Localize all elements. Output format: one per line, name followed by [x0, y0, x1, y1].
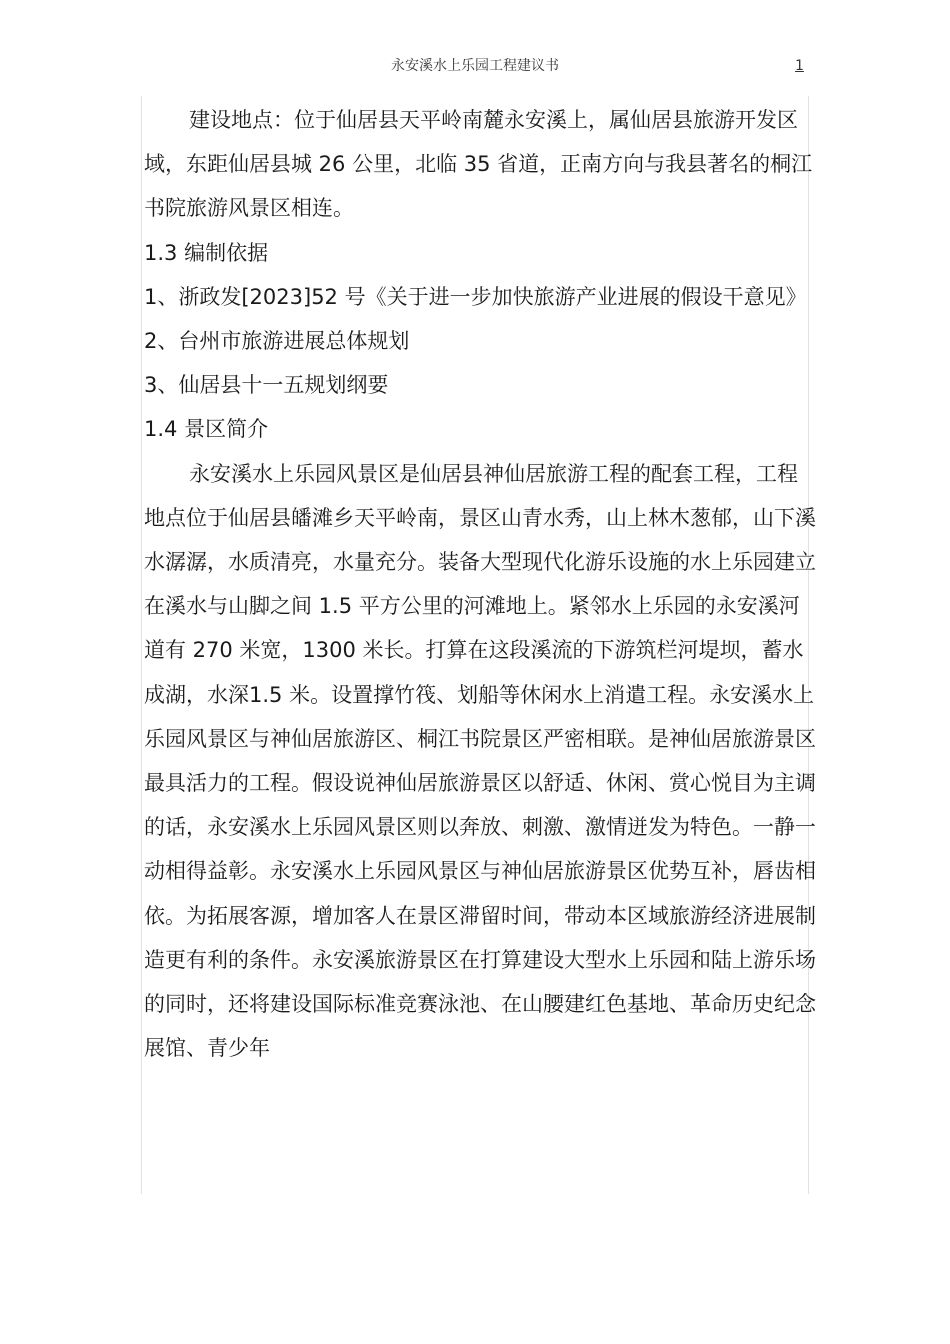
document-title: 永安溪水上乐园工程建议书: [391, 58, 559, 74]
location-paragraph: 建设地点：位于仙居县天平岭南麓永安溪上，属仙居县旅游开发区域，东距仙居县城 26 公里，北临 35 省道，正南方向与我县著名的桐江书院旅游风景区相连。: [144, 108, 813, 221]
document-body: [144, 98, 818, 1070]
section-heading-1-4: 1.4 景区简介: [144, 417, 269, 442]
basis-item-1: 1、浙政发[2023]52 号《关于进一步加快旅游产业进展的假设干意见》: [144, 284, 807, 309]
basis-item-2: 2、台州市旅游进展总体规划: [144, 329, 410, 354]
section-heading-1-3: 1.3 编制依据: [144, 240, 269, 265]
page-number: 1: [795, 58, 804, 74]
page-border-left: [141, 96, 142, 1194]
page-header: [0, 54, 950, 78]
basis-item-3: 3、仙居县十一五规划纲要: [144, 373, 389, 398]
intro-paragraph: 永安溪水上乐园风景区是仙居县神仙居旅游工程的配套工程，工程地点位于仙居县皤滩乡天平岭南，景区山青水秀，山上林木葱郁，山下溪水潺潺，水质清亮，水量充分。装备大型现代化游乐设施的水上乐园建立在溪水与山脚之间 1.5 平方公里的河滩地上。紧邻水上乐园的永安溪河道有 270 米宽，1300 米长。打算在这段溪流的下游筑栏河堤坝，蓄水成湖，水深1.5 米。设置撑竹筏、划船等休闲水上消遣工程。永安溪水上乐园风景区与神仙居旅游区、桐江书院景区严密相联。是神仙居旅游景区最具活力的工程。假设说神仙居旅游景区以舒适、休闲、赏心悦目为主调的话，永安溪水上乐园风景区则以奔放、刺激、激情迸发为特色。一静一动相得益彰。永安溪水上乐园风景区与神仙居旅游景区优势互补，唇齿相依。为拓展客源，增加客人在景区滞留时间，带动本区域旅游经济进展制造更有利的条件。永安溪旅游景区在打算建设大型水上乐园和陆上游乐场的同时，还将建设国际标准竞赛泳池、在山腰建红色基地、革命历史纪念展馆、青少年: [144, 461, 816, 1061]
